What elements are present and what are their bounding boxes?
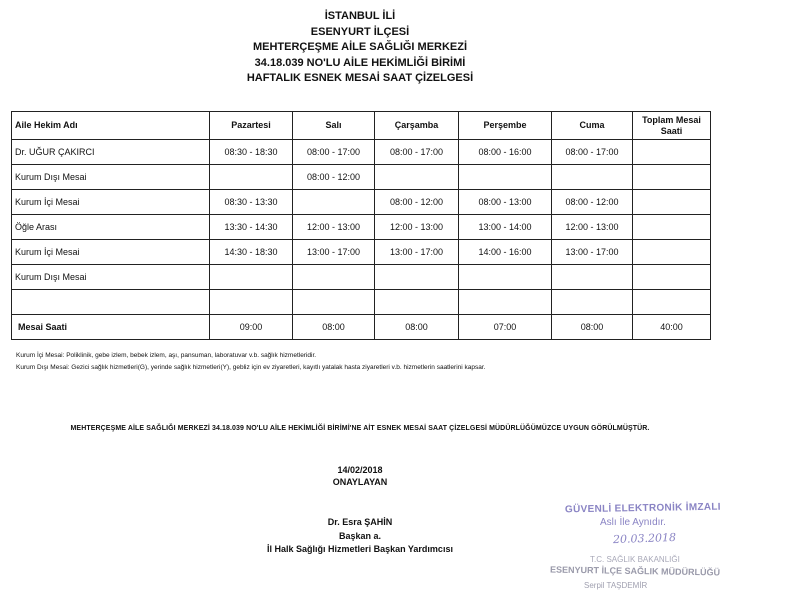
- table-cell: [633, 215, 711, 240]
- row-label: Kurum Dışı Mesai: [12, 265, 210, 290]
- unit-title: 34.18.039 NO'LU AİLE HEKİMLİĞİ BİRİMİ: [254, 56, 466, 69]
- table-row: [12, 265, 711, 290]
- signer-block: [210, 516, 510, 557]
- stamp-line: ESENYURT İLÇE SAĞLIK MÜDÜRLÜĞÜ: [549, 564, 721, 578]
- table-cell: 12:00 - 13:00: [293, 215, 375, 240]
- stamp-date: 20.03.2018: [612, 530, 677, 547]
- table-cell: [633, 165, 711, 190]
- schedule-title: HAFTALIK ESNEK MESAİ SAAT ÇİZELGESİ: [246, 72, 474, 84]
- table-row: [12, 165, 711, 190]
- stamp-line: T.C. SAĞLIK BAKANLIĞI: [590, 555, 680, 564]
- district-title: ESENYURT İLÇESİ: [310, 25, 410, 38]
- column-header: Pazartesi: [210, 112, 293, 140]
- total-cell: 40:00: [633, 315, 711, 340]
- schedule-table: [11, 111, 711, 340]
- table-cell: 08:00 - 12:00: [552, 190, 633, 215]
- table-row: [12, 190, 711, 215]
- table-row: [12, 290, 711, 315]
- table-cell: [375, 165, 459, 190]
- table-cell: 08:30 - 13:30: [210, 190, 293, 215]
- table-cell: [552, 165, 633, 190]
- table-cell: [459, 265, 552, 290]
- table-cell: 13:00 - 17:00: [552, 240, 633, 265]
- table-cell: 08:00 - 16:00: [459, 140, 552, 165]
- signer-role: Başkan a.: [338, 530, 382, 541]
- table-cell: 08:00 - 17:00: [375, 140, 459, 165]
- table-cell: [633, 290, 711, 315]
- approval-date: 14/02/2018: [337, 465, 383, 475]
- table-row: [12, 215, 711, 240]
- signer-name: Dr. Esra ŞAHİN: [327, 517, 393, 527]
- table-header-row: [12, 112, 711, 140]
- table-cell: 08:00 - 13:00: [459, 190, 552, 215]
- table-cell: [459, 165, 552, 190]
- table-cell: [293, 190, 375, 215]
- approval-statement: MEHTERÇEŞME AİLE SAĞLIĞI MERKEZİ 34.18.039 NO'LU AİLE HEKİMLİĞİ BİRİMİ'NE AİT ESNEK MESAİ SAAT ÇİZELGESİ MÜDÜRLÜĞÜMÜZCE UYGUN GÖRÜLMÜŞTÜR.: [70, 425, 650, 432]
- table-cell: [633, 240, 711, 265]
- approval-label: ONAYLAYAN: [332, 477, 388, 487]
- column-header: Perşembe: [459, 112, 552, 140]
- table-cell: 14:30 - 18:30: [210, 240, 293, 265]
- total-row: [12, 315, 711, 340]
- note-internal: Kurum İçi Mesai: Poliklinik, gebe izlem, bebek izlem, aşı, pansuman, laboratuvar v.b. sağlık hizmetleridir.: [16, 352, 317, 359]
- table-row: [12, 240, 711, 265]
- total-cell: 08:00: [375, 315, 459, 340]
- table-cell: [210, 290, 293, 315]
- table-cell: 08:30 - 18:30: [210, 140, 293, 165]
- table-cell: [375, 290, 459, 315]
- table-cell: 14:00 - 16:00: [459, 240, 552, 265]
- note-external: Kurum Dışı Mesai: Gezici sağlık hizmetleri(G), yerinde sağlık hizmetleri(Y), gebliz için ev ziyaretleri, kayıtlı yatalak hasta ziyaretleri v.b. hizmetlerin saatlerini kapsar.: [16, 364, 486, 371]
- table-cell: [293, 265, 375, 290]
- column-header: Aile Hekim Adı: [12, 112, 210, 140]
- document-header: [0, 9, 720, 87]
- row-label: Öğle Arası: [12, 215, 210, 240]
- stamp-line: GÜVENLİ ELEKTRONİK İMZALI: [564, 501, 721, 516]
- table-cell: 12:00 - 13:00: [375, 215, 459, 240]
- table-cell: 08:00 - 12:00: [293, 165, 375, 190]
- total-cell: 08:00: [293, 315, 375, 340]
- row-label: Kurum İçi Mesai: [12, 240, 210, 265]
- stamp-line: Serpil TAŞDEMİR: [584, 581, 648, 590]
- approval-block: [0, 464, 720, 488]
- column-header: Salı: [293, 112, 375, 140]
- center-title: MEHTERÇEŞME AİLE SAĞLIĞI MERKEZİ: [252, 41, 468, 53]
- total-cell: 07:00: [459, 315, 552, 340]
- table-cell: 08:00 - 17:00: [552, 140, 633, 165]
- column-header: Cuma: [552, 112, 633, 140]
- row-label: Kurum Dışı Mesai: [12, 165, 210, 190]
- table-cell: [210, 265, 293, 290]
- table-cell: [210, 165, 293, 190]
- table-cell: 08:00 - 12:00: [375, 190, 459, 215]
- table-cell: 13:00 - 14:00: [459, 215, 552, 240]
- stamp-line: Aslı İle Aynıdır.: [600, 517, 666, 528]
- total-cell: 09:00: [210, 315, 293, 340]
- table-cell: [633, 190, 711, 215]
- table-cell: [552, 265, 633, 290]
- table-cell: [552, 290, 633, 315]
- table-cell: 08:00 - 17:00: [293, 140, 375, 165]
- total-label: Mesai Saati: [12, 315, 210, 340]
- row-label: Dr. UĞUR ÇAKIRCI: [12, 140, 210, 165]
- table-cell: 13:00 - 17:00: [293, 240, 375, 265]
- row-label: [12, 290, 210, 315]
- table-cell: 13:30 - 14:30: [210, 215, 293, 240]
- table-cell: [293, 290, 375, 315]
- table-cell: 13:00 - 17:00: [375, 240, 459, 265]
- column-header: Toplam Mesai Saati: [633, 112, 711, 140]
- table-cell: [633, 265, 711, 290]
- column-header: Çarşamba: [375, 112, 459, 140]
- row-label: Kurum İçi Mesai: [12, 190, 210, 215]
- table-cell: [459, 290, 552, 315]
- signer-title: İl Halk Sağlığı Hizmetleri Başkan Yardımcısı: [267, 544, 453, 554]
- table-cell: [633, 140, 711, 165]
- province-title: İSTANBUL İLİ: [324, 10, 396, 22]
- table-cell: 12:00 - 13:00: [552, 215, 633, 240]
- certification-stamp: [540, 503, 730, 600]
- footnotes: [16, 350, 485, 374]
- total-cell: 08:00: [552, 315, 633, 340]
- table-row: [12, 140, 711, 165]
- table-cell: [375, 265, 459, 290]
